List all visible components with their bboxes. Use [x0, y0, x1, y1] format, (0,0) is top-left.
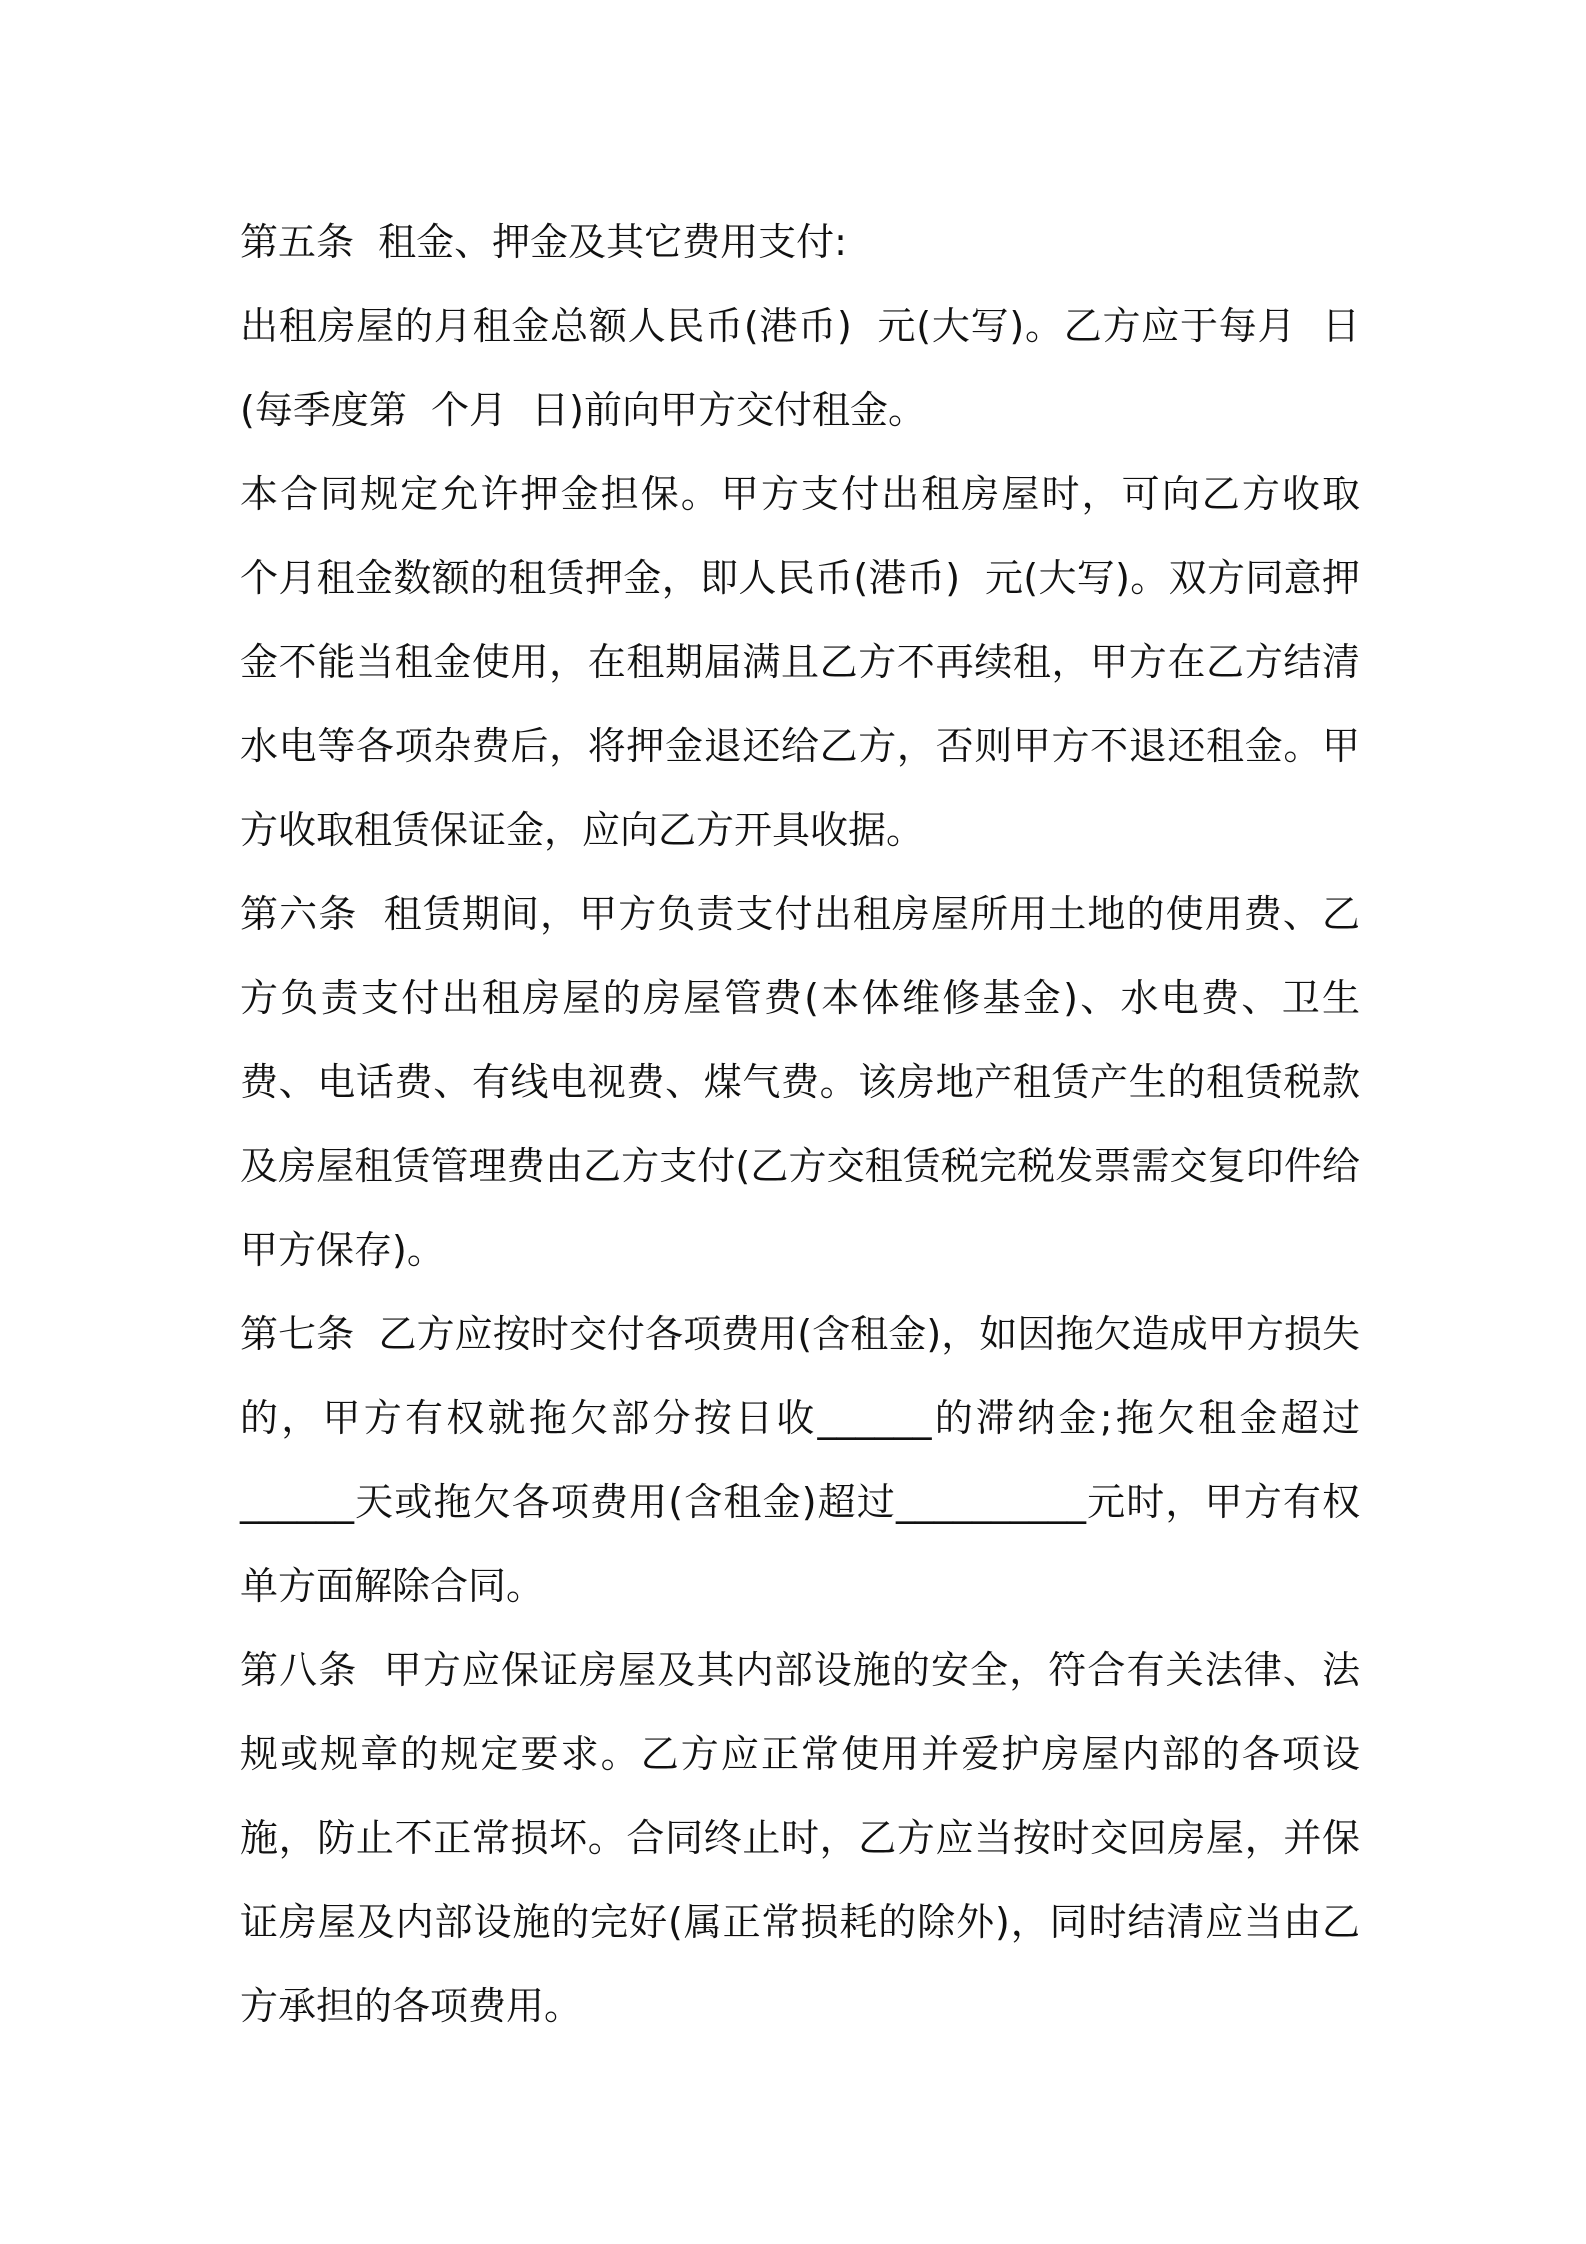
clause-5-rent-paragraph: 出租房屋的月租金总额人民币(港币) 元(大写)。乙方应于每月 日(每季度第 个月 日)前向甲方交付租金。 — [240, 304, 1360, 432]
clause-8-paragraph: 第八条 甲方应保证房屋及其内部设施的安全，符合有关法律、法规或规章的规定要求。乙方应正常使用并爱护房屋内部的各项设施，防止不正常损坏。合同终止时，乙方应当按时交回房屋，并保证房屋及内部设施的完好(属正常损耗的除外)，同时结清应当由乙方承担的各项费用。 — [240, 1648, 1360, 2028]
clause-5-heading: 第五条 租金、押金及其它费用支付: — [240, 220, 847, 264]
clause-6-paragraph: 第六条 租赁期间，甲方负责支付出租房屋所用土地的使用费、乙方负责支付出租房屋的房屋管费(本体维修基金)、水电费、卫生费、电话费、有线电视费、煤气费。该房地产租赁产生的租赁税款及房屋租赁管理费由乙方支付(乙方交租赁税完税发票需交复印件给甲方保存)。 — [240, 892, 1360, 1272]
clause-7-paragraph: 第七条 乙方应按时交付各项费用(含租金)，如因拖欠造成甲方损失的，甲方有权就拖欠部分按日收______的滞纳金;拖欠租金超过______天或拖欠各项费用(含租金)超过__________元时，甲方有权单方面解除合同。 — [240, 1312, 1360, 1608]
clause-5-deposit-paragraph: 本合同规定允许押金担保。甲方支付出租房屋时，可向乙方收取 个月租金数额的租赁押金，即人民币(港币) 元(大写)。双方同意押金不能当租金使用，在租期届满且乙方不再续租，甲方在乙方结清水电等各项杂费后，将押金退还给乙方，否则甲方不退还租金。甲方收取租赁保证金，应向乙方开具收据。 — [240, 472, 1385, 852]
document-body — [240, 200, 1385, 2048]
